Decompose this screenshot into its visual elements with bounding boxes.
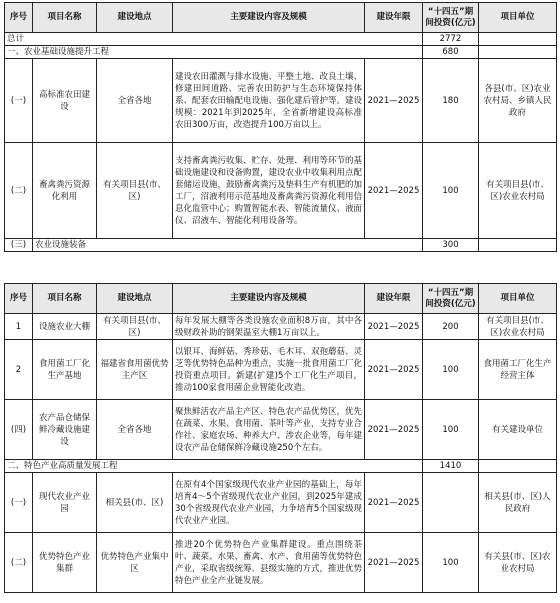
row-no: (四) (5, 400, 33, 460)
header-content: 主要建设内容及规模 (173, 3, 365, 33)
header-invest: “十四五”期间投资(亿元) (423, 284, 479, 314)
total-invest: 2772 (423, 33, 479, 46)
table-row (5, 314, 557, 340)
row-years: 2021—2025 (365, 400, 423, 460)
row-years: 2021—2025 (365, 59, 423, 143)
row-unit: 相关县(市、区)人民政府 (479, 473, 557, 533)
row-no: 2 (5, 340, 33, 400)
header-location: 建设地点 (97, 284, 173, 314)
table-row (5, 400, 557, 460)
header-no: 序号 (5, 284, 33, 314)
investment-table-part1 (4, 2, 557, 252)
row-content: 聚焦鲜活农产品主产区、特色农产品优势区，优先在蔬菜、水果、食用菌、茶叶等产业，支持专业合作社、家庭农场、种养大户、涉农企业等，每年建设农产品仓储保鲜冷藏设施250个左右。 (173, 400, 365, 460)
section-row (5, 460, 557, 473)
row-name: 设施农业大棚 (33, 314, 97, 340)
row-years: 2021—2025 (365, 473, 423, 533)
row-unit: 有关建设单位 (479, 400, 557, 460)
row-years: 2021—2025 (365, 143, 423, 239)
row-invest: 100 (423, 340, 479, 400)
table-row (5, 239, 557, 252)
table-row (5, 473, 557, 533)
header-content: 主要建设内容及规模 (173, 284, 365, 314)
header-unit: 项目单位 (479, 284, 557, 314)
row-location: 相关县(市、区) (97, 473, 173, 533)
row-unit: 食用菌工厂化生产经营主体 (479, 340, 557, 400)
row-name: 现代农业产业园 (33, 473, 97, 533)
row-name: 优势特色产业集群 (33, 533, 97, 593)
row-no: 1 (5, 314, 33, 340)
table-row (5, 143, 557, 239)
row-invest: 180 (423, 59, 479, 143)
row-name: 农业设施装备 (33, 239, 423, 252)
row-years: 2021—2025 (365, 533, 423, 593)
row-unit: 各县(市、区)农业农村局、乡镇人民政府 (479, 59, 557, 143)
row-invest: 100 (423, 143, 479, 239)
row-no: (三) (5, 239, 33, 252)
total-label: 总计 (5, 33, 423, 46)
row-no: (一) (5, 473, 33, 533)
row-invest: 200 (423, 314, 479, 340)
header-years: 建设年限 (365, 284, 423, 314)
section2-title: 二、特色产业高质量发展工程 (5, 460, 423, 473)
row-no: (一) (5, 59, 33, 143)
row-unit: 有关项目县(市、区)农业农村局 (479, 314, 557, 340)
row-content: 推进20个优势特色产业集群建设。重点围绕茶叶、蔬菜、水果、畜禽、水产、食用菌等优势特色产业，采取省级统筹、县级实施的方式，推进优势特色产业全产业链发展。 (173, 533, 365, 593)
row-years: 2021—2025 (365, 314, 423, 340)
row-location: 福建省食用菌优势主产区 (97, 340, 173, 400)
table-row (5, 59, 557, 143)
header-name: 项目名称 (33, 284, 97, 314)
row-content: 每年发展大棚等各类设施农业面积8万亩，其中各级财政补助的钢架温室大棚1万亩以上。 (173, 314, 365, 340)
row-name: 高标准农田建设 (33, 59, 97, 143)
row-location: 有关项目县(市、区) (97, 143, 173, 239)
row-location: 有关项目县(市、区) (97, 314, 173, 340)
header-unit: 项目单位 (479, 3, 557, 33)
table-row (5, 340, 557, 400)
section2-invest: 1410 (423, 460, 479, 473)
table-row (5, 533, 557, 593)
header-row (5, 3, 557, 33)
row-content: 建设农田灌溉与排水设施、平整土地、改良土壤、修建田间道路、完善农田防护与生态环境保持体系、配套农田输配电设施、强化建后管护等。建设规模：2021年到2025年，全省新增建设高标准农田300万亩，改造提升100万亩以上。 (173, 59, 365, 143)
row-name: 食用菌工厂化生产基地 (33, 340, 97, 400)
row-unit: 有关县(市、区)农业农村局 (479, 533, 557, 593)
header-years: 建设年限 (365, 3, 423, 33)
header-no: 序号 (5, 3, 33, 33)
header-invest: “十四五”期间投资(亿元) (423, 3, 479, 33)
row-no: (二) (5, 533, 33, 593)
section1-invest: 680 (423, 46, 479, 59)
row-location: 全省各地 (97, 59, 173, 143)
section1-title: 一、农业基础设施提升工程 (5, 46, 423, 59)
total-row (5, 33, 557, 46)
header-location: 建设地点 (97, 3, 173, 33)
header-name: 项目名称 (33, 3, 97, 33)
row-location: 优势特色产业集中区 (97, 533, 173, 593)
row-invest (423, 473, 479, 533)
row-invest: 100 (423, 533, 479, 593)
row-no: (二) (5, 143, 33, 239)
row-content: 以银耳、海鲜菇、秀珍菇、毛木耳、双孢蘑菇、灵芝等优势特色品种为重点，实施一批食用菌工厂化投资重点项目。新建(扩建)5个工厂化生产项目，推动100家食用菌企业智能化改造。 (173, 340, 365, 400)
row-name: 农产品仓储保鲜冷藏设施建设 (33, 400, 97, 460)
row-content: 在原有4个国家级现代农业产业园的基础上，每年培育4～5个省级现代农业产业园，到2025年建成30个省级现代农业产业园，力争培育5个国家级现代农业产业园。 (173, 473, 365, 533)
row-unit: 有关项目县(市、区)农业农村局 (479, 143, 557, 239)
investment-table-part2 (4, 283, 557, 593)
row-content: 支持畜禽粪污收集、贮存、处理、利用等环节的基础设施建设和设备购置，建设农业中收集利用点配套储运设施，鼓励畜禽粪污及垫料生产有机肥的加工厂，沼液利用示范基地及畜禽粪污资源化利用信息化监管中心；购置智能水表、智能流量仪、液面仪、沼液车、智能化利用设备等。 (173, 143, 365, 239)
header-row (5, 284, 557, 314)
row-location: 全省各地 (97, 400, 173, 460)
section-row (5, 46, 557, 59)
row-invest: 300 (423, 239, 479, 252)
row-name: 畜禽粪污资源化利用 (33, 143, 97, 239)
row-invest: 100 (423, 400, 479, 460)
row-years: 2021—2025 (365, 340, 423, 400)
